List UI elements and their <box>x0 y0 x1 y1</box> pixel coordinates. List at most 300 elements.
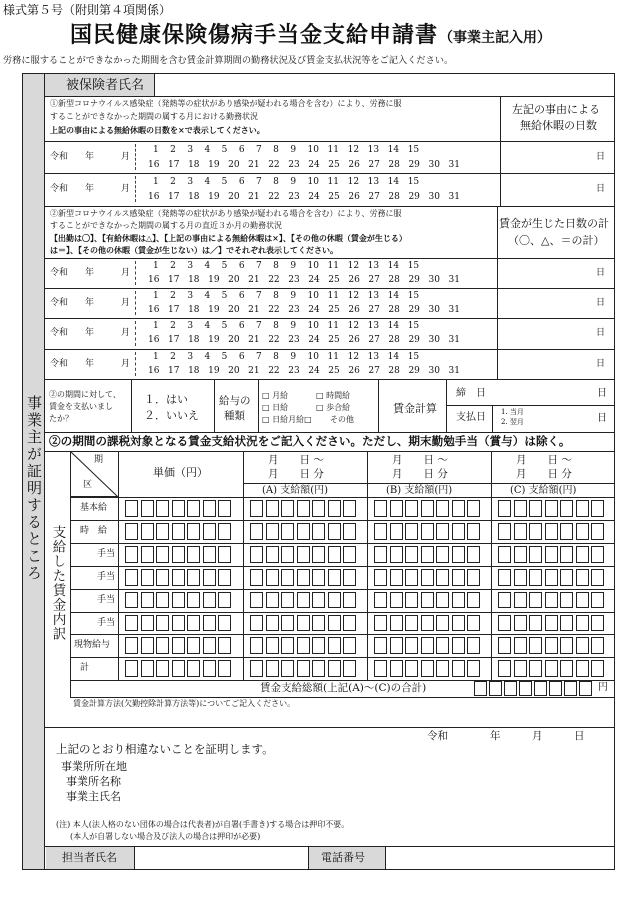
amount-b-digit[interactable] <box>436 546 449 563</box>
amount-c-digit[interactable] <box>529 569 542 586</box>
unit-price-digit[interactable] <box>141 637 154 654</box>
amount-a-digit[interactable] <box>312 615 325 632</box>
amount-c-digit[interactable] <box>591 592 604 609</box>
unit-price-digit[interactable] <box>156 569 169 586</box>
amount-b-digit[interactable] <box>452 660 465 677</box>
kind-commission[interactable]: □ 歩合給 <box>316 403 351 412</box>
amount-b-digit[interactable] <box>374 523 387 540</box>
section2-text2: することができなかった期間の属する月の直近３か月の勤務状況 <box>50 221 282 230</box>
year-label: 年 <box>85 152 95 162</box>
amount-b-digit[interactable] <box>452 615 465 632</box>
amount-a-digit[interactable] <box>343 546 356 563</box>
unit-price-digit[interactable] <box>141 660 154 677</box>
unit-price-digit[interactable] <box>172 637 185 654</box>
certify-statement: 上記のとおり相違ないことを証明します。 <box>56 742 274 756</box>
amount-a-digit[interactable] <box>266 637 279 654</box>
option-yes[interactable]: １．はい <box>144 393 188 406</box>
section2-row-2[interactable] <box>45 288 615 318</box>
amount-c-digit[interactable] <box>591 523 604 540</box>
payday-unit: 日 <box>597 413 607 424</box>
amount-c-digit[interactable] <box>545 546 558 563</box>
amount-c-digit[interactable] <box>545 569 558 586</box>
wage-row-label: 手当 <box>97 617 116 628</box>
amount-c-digit[interactable] <box>591 660 604 677</box>
amount-c-digit[interactable] <box>498 500 511 517</box>
amount-c-digit[interactable] <box>514 637 527 654</box>
amount-b-digit[interactable] <box>421 523 434 540</box>
unit-price-digit[interactable] <box>203 523 216 540</box>
amount-c-digit[interactable] <box>560 592 573 609</box>
calendar-row-2: 16 17 18 19 20 21 22 23 24 25 26 27 28 29 30 31 <box>148 366 460 376</box>
phone-field[interactable] <box>387 847 614 869</box>
amount-b-digit[interactable] <box>436 615 449 632</box>
amount-a-digit[interactable] <box>266 592 279 609</box>
total-digit[interactable] <box>564 681 577 696</box>
unit-price-digit[interactable] <box>218 546 231 563</box>
amount-b-digit[interactable] <box>374 637 387 654</box>
amount-b-digit[interactable] <box>452 569 465 586</box>
amount-b-digit[interactable] <box>467 569 480 586</box>
amount-b-digit[interactable] <box>436 500 449 517</box>
calendar-row-2: 16 17 18 19 20 21 22 23 24 25 26 27 28 29 30 31 <box>148 160 460 170</box>
unit-price-digit[interactable] <box>172 569 185 586</box>
calendar-row-1: 1 2 3 4 5 6 7 8 9 10 11 12 13 14 15 <box>153 291 420 301</box>
amount-c-digit[interactable] <box>576 592 589 609</box>
amount-a-digit[interactable] <box>328 660 341 677</box>
amount-c-digit[interactable] <box>529 615 542 632</box>
unit-price-digit[interactable] <box>203 546 216 563</box>
amount-a-digit[interactable] <box>328 615 341 632</box>
amount-a-digit[interactable] <box>297 523 310 540</box>
amount-a-digit[interactable] <box>297 660 310 677</box>
amount-a-digit[interactable] <box>281 637 294 654</box>
amount-b-digit[interactable] <box>374 592 387 609</box>
wages-heading: ②の期間の課税対象となる賃金支給状況をご記入ください。ただし、期末勤勉手当（賞与）は除く。 <box>49 434 571 448</box>
unit-price-digit[interactable] <box>141 592 154 609</box>
amount-c-digit[interactable] <box>576 500 589 517</box>
amount-b-digit[interactable] <box>390 569 403 586</box>
amount-c-digit[interactable] <box>560 569 573 586</box>
payment-question1: ②の期間に対して、 <box>49 390 121 399</box>
amount-c-digit[interactable] <box>576 523 589 540</box>
amount-b-digit[interactable] <box>405 523 418 540</box>
amount-a-digit[interactable] <box>297 546 310 563</box>
amount-c-digit[interactable] <box>560 523 573 540</box>
unit-price-digit[interactable] <box>125 615 138 632</box>
kind-monthly[interactable]: □ 月給 <box>262 391 289 400</box>
payday-option2[interactable]: 2. 翌月 <box>501 418 524 426</box>
amount-b-digit[interactable] <box>390 615 403 632</box>
section2-right-header1: 賃金が生じた日数の計 <box>499 217 609 230</box>
unit-price-digit[interactable] <box>156 500 169 517</box>
unit-price-digit[interactable] <box>203 615 216 632</box>
amount-c-digit[interactable] <box>591 546 604 563</box>
amount-b-digit[interactable] <box>390 500 403 517</box>
amount-a-digit[interactable] <box>328 569 341 586</box>
amount-c-digit[interactable] <box>529 592 542 609</box>
amount-a-digit[interactable] <box>328 637 341 654</box>
amount-c-digit[interactable] <box>576 569 589 586</box>
amount-c-digit[interactable] <box>498 637 511 654</box>
amount-a-digit[interactable] <box>328 523 341 540</box>
unit-price-digit[interactable] <box>203 660 216 677</box>
amount-b-digit[interactable] <box>436 637 449 654</box>
amount-a-digit[interactable] <box>266 523 279 540</box>
amount-a-digit[interactable] <box>343 523 356 540</box>
unit-price-digit[interactable] <box>187 523 200 540</box>
amount-b-digit[interactable] <box>405 615 418 632</box>
amount-a-digit[interactable] <box>343 500 356 517</box>
amount-b-digit[interactable] <box>421 637 434 654</box>
amount-b-digit[interactable] <box>405 500 418 517</box>
month-label: 月 <box>121 152 131 162</box>
amount-c-digit[interactable] <box>560 637 573 654</box>
unit-price-digit[interactable] <box>218 523 231 540</box>
amount-c-digit[interactable] <box>498 569 511 586</box>
amount-c-digit[interactable] <box>529 546 542 563</box>
amount-b-digit[interactable] <box>467 546 480 563</box>
calendar-row-2: 16 17 18 19 20 21 22 23 24 25 26 27 28 29 30 31 <box>148 192 460 202</box>
amount-c-digit[interactable] <box>545 592 558 609</box>
insured-name-label: 被保険者氏名 <box>66 78 145 93</box>
unit-price-digit[interactable] <box>156 592 169 609</box>
unit-price-digit[interactable] <box>203 637 216 654</box>
unit-price-digit[interactable] <box>125 500 138 517</box>
calendar-row-1: 1 2 3 4 5 6 7 8 9 10 11 12 13 14 15 <box>153 261 420 271</box>
unit-price-digit[interactable] <box>141 615 154 632</box>
unit-price-digit[interactable] <box>218 660 231 677</box>
wage-row-label: 基本給 <box>80 503 108 513</box>
section2-text4: は＝】、【その他の休暇（賃金が生じない）は／】でそれぞれ表示してください。 <box>50 245 338 255</box>
section2-row-4[interactable] <box>45 349 615 379</box>
kind-other[interactable]: その他 <box>330 415 354 424</box>
amount-c-digit[interactable] <box>514 523 527 540</box>
amount-a-digit[interactable] <box>250 637 263 654</box>
amount-b-digit[interactable] <box>390 592 403 609</box>
amount-a-digit[interactable] <box>266 500 279 517</box>
amount-c-digit[interactable] <box>560 500 573 517</box>
corner-period: 期 <box>94 455 104 465</box>
amount-c-digit[interactable] <box>591 500 604 517</box>
col-b-header: (B) 支給額(円) <box>386 485 453 496</box>
amount-a-digit[interactable] <box>312 500 325 517</box>
unit-price-digit[interactable] <box>218 637 231 654</box>
amount-b-digit[interactable] <box>374 615 387 632</box>
certify-date[interactable]: 令和 年 月 日 <box>427 730 585 742</box>
calc-method-label: 賃金計算方法(欠勤控除計算方法等)についてご記入ください。 <box>73 699 296 708</box>
amount-b-digit[interactable] <box>452 637 465 654</box>
total-digit[interactable] <box>579 681 592 696</box>
calendar-row-1: 1 2 3 4 5 6 7 8 9 10 11 12 13 14 15 <box>153 352 420 362</box>
unit-price-digit[interactable] <box>156 523 169 540</box>
amount-a-digit[interactable] <box>328 500 341 517</box>
unit-price-digit[interactable] <box>125 660 138 677</box>
amount-a-digit[interactable] <box>343 569 356 586</box>
unit-price-digit[interactable] <box>187 546 200 563</box>
amount-c-digit[interactable] <box>529 523 542 540</box>
unit-price-digit[interactable] <box>172 546 185 563</box>
amount-a-digit[interactable] <box>281 660 294 677</box>
amount-a-digit[interactable] <box>281 546 294 563</box>
total-digit[interactable] <box>474 681 487 696</box>
days-unit: 日 <box>596 328 606 338</box>
pay-kind-label1: 給与の <box>219 395 251 407</box>
payday-option1[interactable]: 1. 当月 <box>501 408 524 416</box>
unit-price-digit[interactable] <box>156 660 169 677</box>
amount-b-digit[interactable] <box>374 569 387 586</box>
amount-b-digit[interactable] <box>374 546 387 563</box>
amount-c-digit[interactable] <box>514 569 527 586</box>
unit-price-digit[interactable] <box>218 500 231 517</box>
total-digit[interactable] <box>504 681 517 696</box>
unit-price-digit[interactable] <box>125 523 138 540</box>
unit-price-digit[interactable] <box>125 592 138 609</box>
amount-b-digit[interactable] <box>467 500 480 517</box>
amount-a-digit[interactable] <box>250 592 263 609</box>
kind-daily-monthly[interactable]: □ 日給月給□ <box>262 415 312 424</box>
era-label: 令和 <box>50 268 69 278</box>
total-digit[interactable] <box>489 681 502 696</box>
amount-c-digit[interactable] <box>591 637 604 654</box>
unit-price-header: 単価（円） <box>153 466 208 479</box>
amount-a-digit[interactable] <box>312 523 325 540</box>
amount-b-digit[interactable] <box>405 660 418 677</box>
section2-row-1[interactable] <box>45 258 615 288</box>
amount-a-digit[interactable] <box>297 637 310 654</box>
amount-c-digit[interactable] <box>529 660 542 677</box>
amount-a-digit[interactable] <box>297 500 310 517</box>
amount-c-digit[interactable] <box>514 500 527 517</box>
amount-a-digit[interactable] <box>312 546 325 563</box>
amount-c-digit[interactable] <box>498 592 511 609</box>
period-c-line2: 月 日 分 <box>516 468 572 480</box>
amount-a-digit[interactable] <box>250 615 263 632</box>
amount-c-digit[interactable] <box>498 523 511 540</box>
amount-b-digit[interactable] <box>421 500 434 517</box>
amount-a-digit[interactable] <box>250 660 263 677</box>
amount-c-digit[interactable] <box>545 660 558 677</box>
era-label: 令和 <box>50 152 69 162</box>
amount-a-digit[interactable] <box>266 569 279 586</box>
amount-a-digit[interactable] <box>281 592 294 609</box>
amount-b-digit[interactable] <box>374 500 387 517</box>
amount-c-digit[interactable] <box>591 615 604 632</box>
amount-b-digit[interactable] <box>436 523 449 540</box>
amount-a-digit[interactable] <box>266 546 279 563</box>
amount-c-digit[interactable] <box>560 615 573 632</box>
amount-b-digit[interactable] <box>421 592 434 609</box>
unit-price-digit[interactable] <box>172 523 185 540</box>
amount-a-digit[interactable] <box>297 592 310 609</box>
amount-a-digit[interactable] <box>312 637 325 654</box>
amount-a-digit[interactable] <box>266 615 279 632</box>
total-digit[interactable] <box>519 681 532 696</box>
amount-c-digit[interactable] <box>529 500 542 517</box>
kind-hourly[interactable]: □ 時間給 <box>316 391 351 400</box>
period-c-line1: 月 日 ～ <box>516 454 572 466</box>
amount-c-digit[interactable] <box>498 615 511 632</box>
amount-c-digit[interactable] <box>498 660 511 677</box>
amount-b-digit[interactable] <box>436 569 449 586</box>
insured-name-field[interactable] <box>156 74 614 96</box>
office-name-label: 事業所名称 <box>66 775 121 788</box>
amount-b-digit[interactable] <box>405 637 418 654</box>
unit-price-digit[interactable] <box>141 523 154 540</box>
section1-row-2[interactable] <box>45 173 615 206</box>
amount-b-digit[interactable] <box>405 546 418 563</box>
unit-price-digit[interactable] <box>156 637 169 654</box>
unit-price-digit[interactable] <box>187 569 200 586</box>
amount-b-digit[interactable] <box>405 592 418 609</box>
wage-row-label: 手当 <box>97 594 116 605</box>
total-digit[interactable] <box>549 681 562 696</box>
unit-price-digit[interactable] <box>187 500 200 517</box>
amount-a-digit[interactable] <box>328 546 341 563</box>
amount-b-digit[interactable] <box>436 592 449 609</box>
amount-c-digit[interactable] <box>560 546 573 563</box>
month-label: 月 <box>121 328 131 338</box>
amount-a-digit[interactable] <box>250 500 263 517</box>
amount-a-digit[interactable] <box>281 500 294 517</box>
amount-c-digit[interactable] <box>560 660 573 677</box>
amount-a-digit[interactable] <box>281 615 294 632</box>
unit-price-digit[interactable] <box>218 569 231 586</box>
amount-b-digit[interactable] <box>452 523 465 540</box>
unit-price-digit[interactable] <box>172 592 185 609</box>
amount-a-digit[interactable] <box>312 660 325 677</box>
amount-c-digit[interactable] <box>514 546 527 563</box>
amount-b-digit[interactable] <box>390 660 403 677</box>
section2-row-3[interactable] <box>45 318 615 349</box>
amount-a-digit[interactable] <box>281 523 294 540</box>
amount-b-digit[interactable] <box>421 569 434 586</box>
amount-a-digit[interactable] <box>343 637 356 654</box>
owner-name-label: 事業主氏名 <box>66 790 121 803</box>
pay-kind-label2: 種類 <box>224 410 245 422</box>
amount-b-digit[interactable] <box>390 637 403 654</box>
amount-a-digit[interactable] <box>328 592 341 609</box>
amount-b-digit[interactable] <box>452 592 465 609</box>
section1-row-1[interactable] <box>45 141 615 173</box>
total-label: 賃金支給総額(上記(A)～(C)の合計) <box>260 682 427 694</box>
unit-price-digit[interactable] <box>172 615 185 632</box>
amount-a-digit[interactable] <box>250 569 263 586</box>
amount-b-digit[interactable] <box>421 660 434 677</box>
month-label: 月 <box>121 298 131 308</box>
amount-b-digit[interactable] <box>467 660 480 677</box>
unit-price-digit[interactable] <box>218 592 231 609</box>
amount-a-digit[interactable] <box>297 569 310 586</box>
unit-price-digit[interactable] <box>172 500 185 517</box>
payday-label: 支払日 <box>456 412 486 423</box>
amount-b-digit[interactable] <box>374 660 387 677</box>
amount-c-digit[interactable] <box>514 660 527 677</box>
amount-c-digit[interactable] <box>514 615 527 632</box>
unit-price-digit[interactable] <box>141 500 154 517</box>
days-unit: 日 <box>596 359 606 369</box>
amount-b-digit[interactable] <box>436 660 449 677</box>
kind-daily[interactable]: □ 日給 <box>262 403 289 412</box>
amount-a-digit[interactable] <box>266 660 279 677</box>
amount-a-digit[interactable] <box>343 615 356 632</box>
month-label: 月 <box>121 359 131 369</box>
unit-price-digit[interactable] <box>141 569 154 586</box>
amount-b-digit[interactable] <box>421 546 434 563</box>
amount-a-digit[interactable] <box>312 569 325 586</box>
amount-c-digit[interactable] <box>545 637 558 654</box>
payment-question3: たか？ <box>49 414 73 423</box>
amount-a-digit[interactable] <box>343 660 356 677</box>
option-no[interactable]: ２．いいえ <box>144 409 199 422</box>
amount-b-digit[interactable] <box>452 546 465 563</box>
amount-b-digit[interactable] <box>421 615 434 632</box>
period-b-line1: 月 日 ～ <box>392 454 448 466</box>
amount-c-digit[interactable] <box>529 637 542 654</box>
amount-c-digit[interactable] <box>545 523 558 540</box>
amount-b-digit[interactable] <box>390 546 403 563</box>
amount-a-digit[interactable] <box>297 615 310 632</box>
unit-price-digit[interactable] <box>187 660 200 677</box>
amount-c-digit[interactable] <box>576 615 589 632</box>
amount-b-digit[interactable] <box>452 500 465 517</box>
unit-price-digit[interactable] <box>203 500 216 517</box>
unit-price-digit[interactable] <box>203 592 216 609</box>
wages-vertical-label: 支給した賃金内訳 <box>49 525 66 641</box>
unit-price-digit[interactable] <box>156 546 169 563</box>
unit-price-digit[interactable] <box>187 615 200 632</box>
amount-b-digit[interactable] <box>467 637 480 654</box>
total-digit[interactable] <box>534 681 547 696</box>
amount-c-digit[interactable] <box>576 660 589 677</box>
year-label: 年 <box>85 359 95 369</box>
unit-price-digit[interactable] <box>218 615 231 632</box>
section2-text1: ②新型コロナウイルス感染症（発熱等の症状があり感染が疑われる場合を含む）により、労務に服 <box>50 209 402 218</box>
staff-name-field[interactable] <box>136 847 308 869</box>
unit-price-digit[interactable] <box>203 569 216 586</box>
section1-right-header1: 左記の事由による <box>512 103 600 116</box>
month-label: 月 <box>121 268 131 278</box>
amount-a-digit[interactable] <box>312 592 325 609</box>
unit-price-digit[interactable] <box>172 660 185 677</box>
amount-c-digit[interactable] <box>545 615 558 632</box>
unit-price-digit[interactable] <box>187 637 200 654</box>
amount-a-digit[interactable] <box>281 569 294 586</box>
amount-b-digit[interactable] <box>467 615 480 632</box>
unit-price-digit[interactable] <box>125 637 138 654</box>
amount-b-digit[interactable] <box>467 592 480 609</box>
era-label: 令和 <box>50 359 69 369</box>
unit-price-digit[interactable] <box>125 546 138 563</box>
year-label: 年 <box>85 268 95 278</box>
amount-a-digit[interactable] <box>343 592 356 609</box>
amount-c-digit[interactable] <box>514 592 527 609</box>
amount-a-digit[interactable] <box>250 523 263 540</box>
amount-c-digit[interactable] <box>545 500 558 517</box>
amount-c-digit[interactable] <box>576 546 589 563</box>
unit-price-digit[interactable] <box>187 592 200 609</box>
amount-c-digit[interactable] <box>576 637 589 654</box>
amount-c-digit[interactable] <box>498 546 511 563</box>
amount-a-digit[interactable] <box>250 546 263 563</box>
amount-b-digit[interactable] <box>390 523 403 540</box>
section2-text3: 【出勤は〇】、【有給休暇は△】、【上記の事由による無給休暇は×】、【その他の休暇（賃金が生じる） <box>50 233 407 243</box>
unit-price-digit[interactable] <box>141 546 154 563</box>
unit-price-digit[interactable] <box>156 615 169 632</box>
unit-price-digit[interactable] <box>125 569 138 586</box>
amount-b-digit[interactable] <box>467 523 480 540</box>
amount-c-digit[interactable] <box>591 569 604 586</box>
amount-b-digit[interactable] <box>405 569 418 586</box>
